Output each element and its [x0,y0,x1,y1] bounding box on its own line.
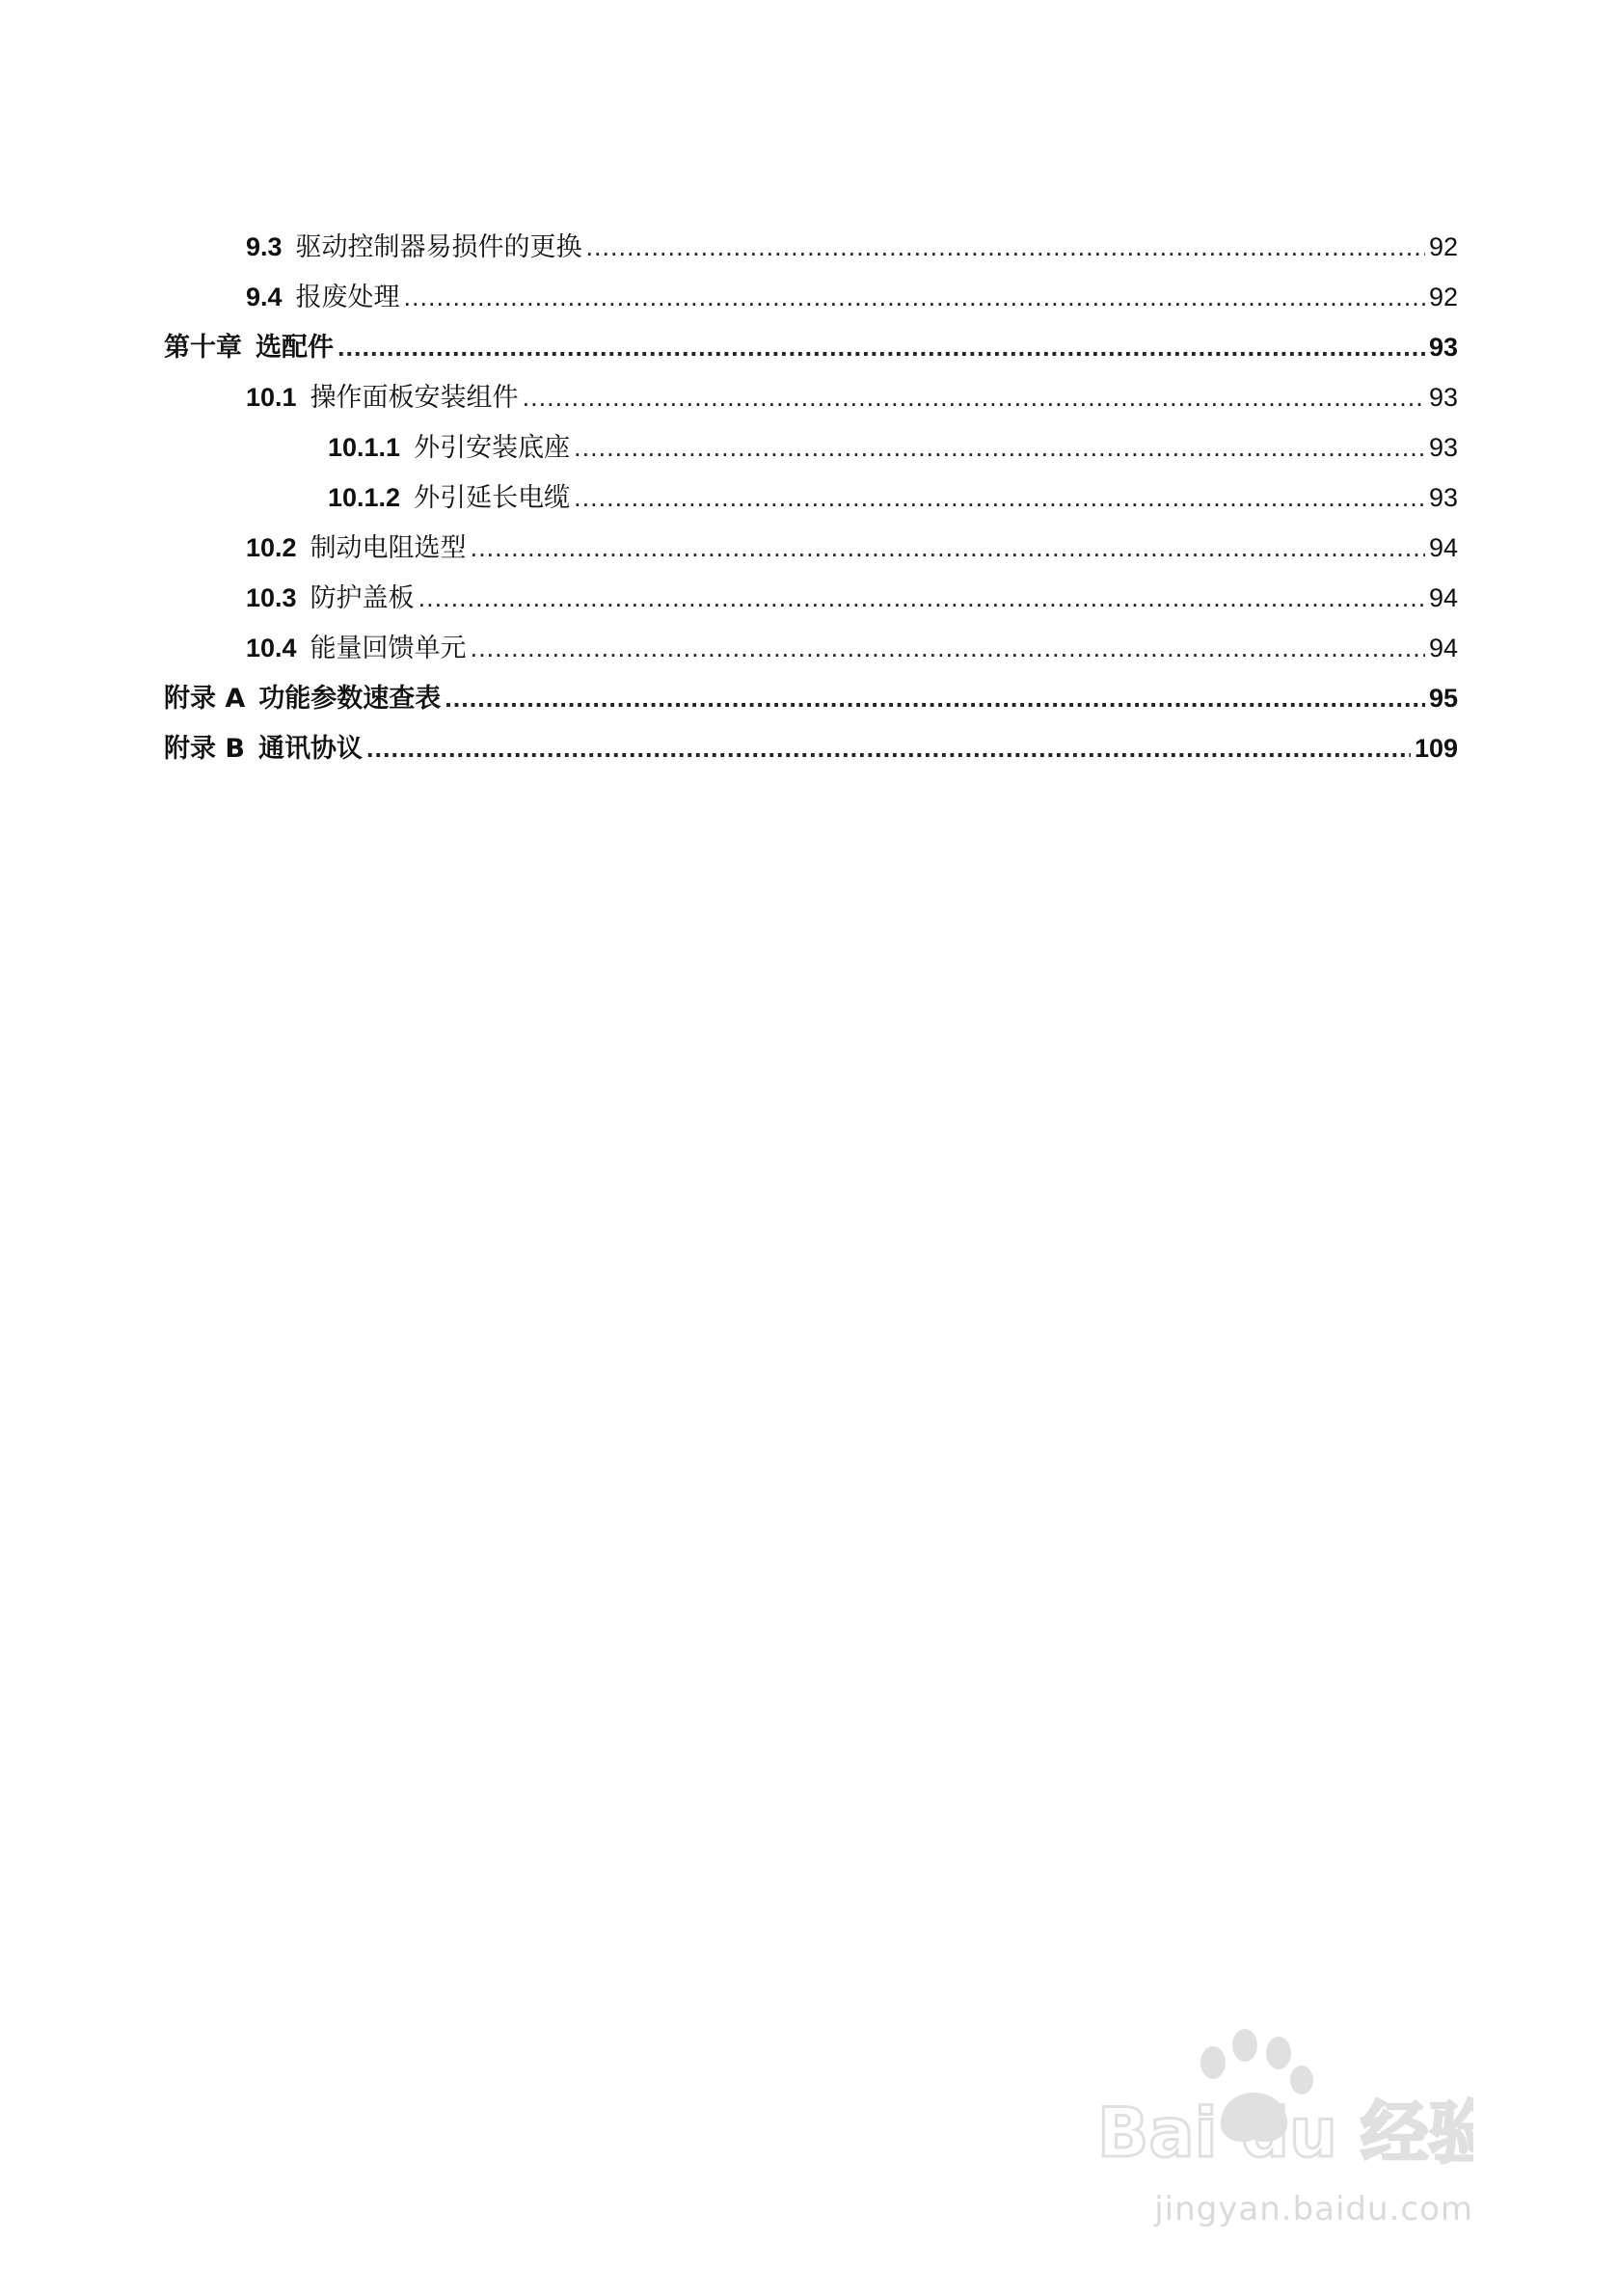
watermark-logo-text: Bai du 经验 [1097,2093,1473,2171]
toc-entry-appendix-a[interactable] [164,673,1458,723]
toc-entry-title: 选配件 [256,333,334,363]
toc-entry-10-3[interactable] [164,573,1458,623]
toc-entry-10-1[interactable] [164,372,1458,422]
dot-leader [574,422,1425,473]
toc-entry-number: 附录 B [164,734,245,764]
toc-entry-page: 94 [1428,583,1458,612]
toc-entry-number: 附录 A [164,684,246,714]
toc-entry-title: 能量回馈单元 [310,634,467,663]
toc-entry-10-4[interactable] [164,623,1458,673]
toc-entry-title: 通讯协议 [257,734,363,764]
toc-entry-page: 95 [1428,684,1458,713]
toc-entry-page: 93 [1428,483,1458,512]
toc-entry-9-3[interactable] [164,222,1458,272]
toc-entry-page: 109 [1414,734,1458,763]
toc-entry-number: 9.4 [246,283,283,311]
baidu-jingyan-watermark [1088,2016,1473,2228]
toc-entry-title: 功能参数速查表 [258,684,442,714]
toc-entry-page: 93 [1428,433,1458,462]
toc-entry-number: 10.1.1 [328,433,401,462]
dot-leader [337,322,1425,372]
toc-entry-number: 10.2 [246,533,297,562]
toc-entry-number: 10.3 [246,583,297,612]
toc-entry-number: 10.4 [246,634,297,662]
dot-leader [418,573,1425,623]
dot-leader [471,623,1425,673]
toc-entry-page: 92 [1428,232,1458,261]
toc-entry-title: 操作面板安装组件 [310,383,519,413]
toc-entry-page: 93 [1428,333,1458,362]
toc-entry-10-1-1[interactable] [164,422,1458,473]
toc-entry-page: 92 [1428,283,1458,311]
toc-entry-appendix-b[interactable] [164,723,1458,773]
toc-entry-title: 制动电阻选型 [310,533,467,563]
dot-leader [574,473,1425,523]
toc-entry-title: 防护盖板 [310,583,415,613]
dot-leader [366,723,1411,773]
toc-entry-page: 94 [1428,634,1458,662]
dot-leader [471,523,1425,573]
toc-entry-chapter-10[interactable] [164,322,1458,372]
toc-entry-number: 第十章 [164,333,242,363]
toc-entry-9-4[interactable] [164,272,1458,322]
dot-leader [445,673,1425,723]
toc-entry-number: 9.3 [246,232,283,261]
toc-entry-title: 外引延长电缆 [414,483,571,513]
toc-entry-title: 驱动控制器易损件的更换 [295,232,582,262]
dot-leader [586,222,1425,272]
toc-entry-page: 94 [1428,533,1458,562]
toc-entry-number: 10.1.2 [328,483,401,512]
toc-entry-title: 报废处理 [295,283,400,312]
toc-entry-10-1-2[interactable] [164,473,1458,523]
dot-leader [523,372,1425,422]
table-of-contents [164,222,1458,773]
toc-entry-page: 93 [1428,383,1458,412]
watermark-url: jingyan.baidu.com [1154,2190,1473,2228]
toc-entry-number: 10.1 [246,383,297,412]
toc-entry-title: 外引安装底座 [414,433,571,463]
toc-entry-10-2[interactable] [164,523,1458,573]
dot-leader [404,272,1425,322]
baidu-logo-icon [1088,2016,1473,2171]
